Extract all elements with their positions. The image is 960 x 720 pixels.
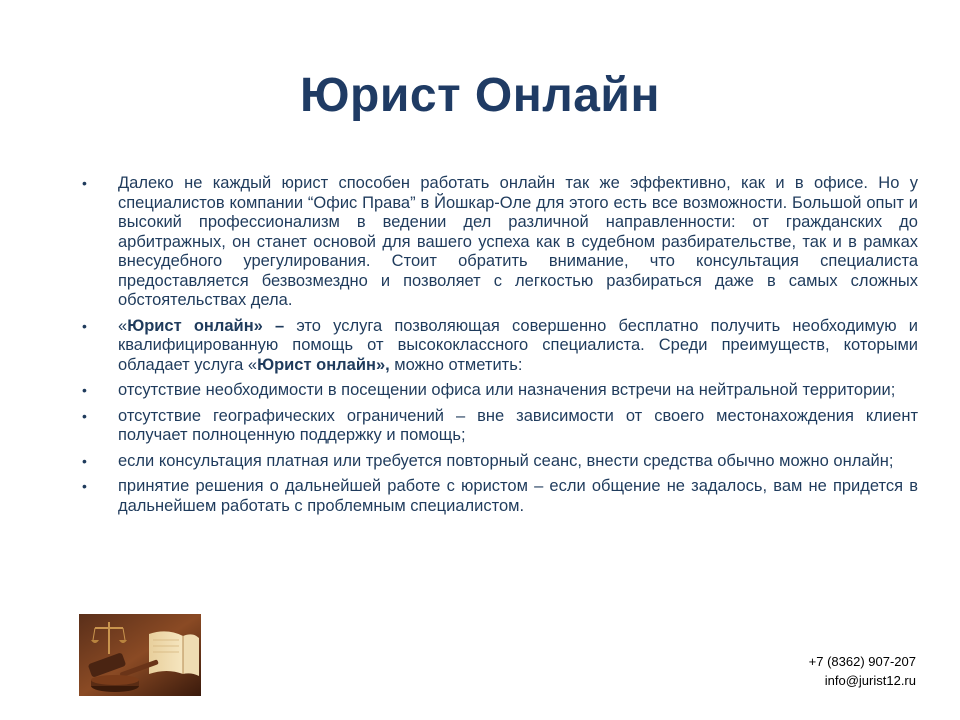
contact-email: info@jurist12.ru xyxy=(824,673,916,688)
advantage-decision: принятие решения о дальнейшей работе с юристом – если общение не задалось, вам не придется в дальнейшем работать с проблемным специалистом. xyxy=(118,477,918,515)
contact-info xyxy=(809,652,916,690)
bullet-icon: • xyxy=(82,452,87,469)
contact-phone: +7 (8362) 907-207 xyxy=(808,654,916,669)
list-item xyxy=(82,407,918,446)
paragraph-service xyxy=(118,317,918,374)
advantage-no-geo: отсутствие географических ограничений – вне зависимости от своего местонахождения клиент получает полноценную поддержку и помощь; xyxy=(118,406,918,444)
service-name-bold: Юрист онлайн» – xyxy=(127,316,285,335)
list-item xyxy=(82,174,918,311)
bullet-icon: • xyxy=(82,407,87,424)
bullet-list xyxy=(82,174,918,516)
list-item xyxy=(82,477,918,516)
bullet-icon: • xyxy=(82,175,87,191)
paragraph-intro: Далеко не каждый юрист способен работать онлайн так же эффективно, как и в офисе. Но у специалистов компании “Офис Права” в Йошкар-Оле для этого есть все возможности. Большой опыт и высокий профессионализм в ведении дел различной направленности: от гражданских до арбитражных, он станет основой для вашего успеха как в судебном разбирательстве, так и в рамках внесудебного урегулирования. Стоит обратить внимание, что консультация специалиста предоставляется безвозмездно и позволяет с легкостью разбираться даже в самых сложных обстоятельствах дела. xyxy=(118,174,918,309)
slide-title: Юрист Онлайн xyxy=(300,69,660,122)
bullet-icon: • xyxy=(82,317,87,334)
open-quote: « xyxy=(118,316,128,335)
list-item xyxy=(82,317,918,376)
service-advantages-lead: можно отметить: xyxy=(389,355,523,374)
bullet-icon: • xyxy=(82,478,87,494)
bullet-icon: • xyxy=(82,382,87,398)
list-item xyxy=(82,381,918,401)
service-name-bold-2: Юрист онлайн», xyxy=(257,355,390,374)
list-item xyxy=(82,452,918,472)
service-description: это услуга позволяющая совершенно бесплатно получить необходимую и квалифицированную помощь от высококлассного специалиста. Среди преимуществ, которыми обладает услуга « xyxy=(118,316,918,374)
advantage-online-payment: если консультация платная или требуется повторный сеанс, внести средства обычно можно онлайн; xyxy=(118,451,894,470)
main-content xyxy=(82,174,918,519)
gavel-book-image xyxy=(79,614,201,696)
advantage-no-office: отсутствие необходимости в посещении офиса или назначения встречи на нейтральной территории; xyxy=(118,381,896,399)
